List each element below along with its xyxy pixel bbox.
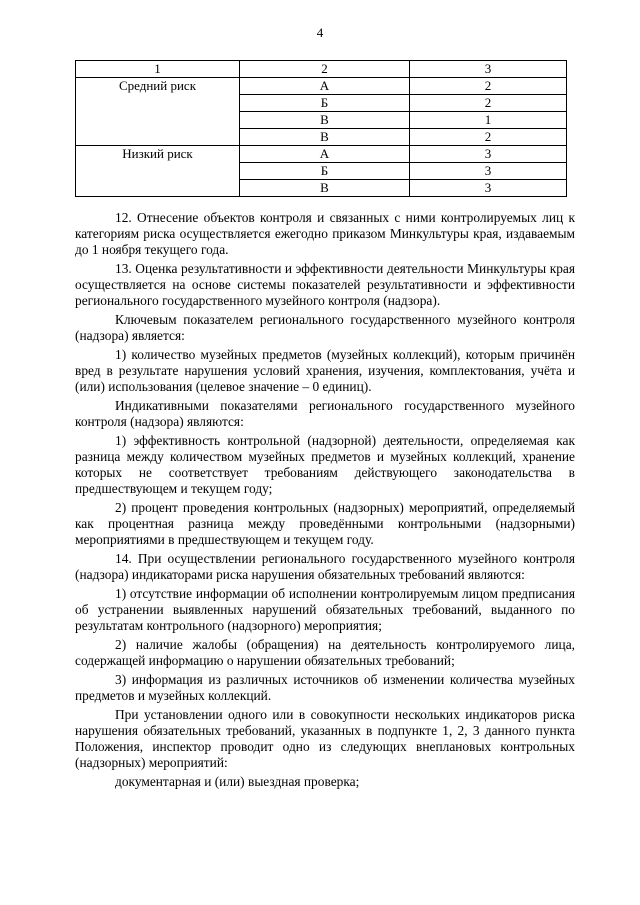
paragraph-13: 13. Оценка результативности и эффективности деятельности Минкультуры края осуществляется на основе системы показателей результативности и эффективности регионального государственного музейного контроля (надзора). xyxy=(75,261,575,308)
page-number: 4 xyxy=(316,25,324,40)
risk-category-table xyxy=(75,60,567,197)
value-cell: 2 xyxy=(410,95,567,112)
class-cell: В xyxy=(240,129,410,146)
class-cell: Б xyxy=(240,95,410,112)
risk-indicator-1: 1) отсутствие информации об исполнении контролируемым лицом предписания об устранении выявленных нарушений обязательных требований, выданного по результатам контрольного (надзорного) мероприятия; xyxy=(75,586,575,633)
table-row xyxy=(76,78,567,95)
table-row xyxy=(76,146,567,163)
key-indicator-intro: Ключевым показателем регионального государственного музейного контроля (надзора) является: xyxy=(75,312,575,343)
class-cell: Б xyxy=(240,163,410,180)
table-header-cell: 3 xyxy=(410,61,567,78)
class-cell: А xyxy=(240,146,410,163)
value-cell: 3 xyxy=(410,146,567,163)
value-cell: 2 xyxy=(410,129,567,146)
indicative-indicators-intro: Индикативными показателями регионального государственного музейного контроля (надзора) являются: xyxy=(75,398,575,429)
class-cell: В xyxy=(240,112,410,129)
paragraph-14: 14. При осуществлении регионального государственного музейного контроля (надзора) индикаторами риска нарушения обязательных требований являются: xyxy=(75,551,575,582)
indicative-item-2: 2) процент проведения контрольных (надзорных) мероприятий, определяемый как процентная разница между проведёнными контрольными (надзорными) мероприятиями в предшествующем и текущем году. xyxy=(75,500,575,547)
table-header-cell: 2 xyxy=(240,61,410,78)
table-header-row xyxy=(76,61,567,78)
inspection-type-item: документарная и (или) выездная проверка; xyxy=(115,774,360,789)
class-cell: А xyxy=(240,78,410,95)
paragraph-12: 12. Отнесение объектов контроля и связанных с ними контролируемых лиц к категориям риска осуществляется ежегодно приказом Минкультуры края, издаваемым до 1 ноября текущего года. xyxy=(75,210,575,257)
table-header-cell: 1 xyxy=(76,61,240,78)
key-indicator-item-1: 1) количество музейных предметов (музейных коллекций), которым причинён вред в результате нарушения условий хранения, изучения, комплектования, учёта и (или) использования (целевое значение – 0 единиц). xyxy=(75,347,575,394)
value-cell: 3 xyxy=(410,180,567,197)
risk-level-cell: Низкий риск xyxy=(76,146,240,197)
unscheduled-measures-paragraph: При установлении одного или в совокупности нескольких индикаторов риска нарушения обязательных требований, указанных в подпункте 1, 2, 3 данного пункта Положения, инспектор проводит одно из следующих внеплановых контрольных (надзорных) мероприятий: xyxy=(75,707,575,770)
value-cell: 3 xyxy=(410,163,567,180)
risk-indicator-2: 2) наличие жалобы (обращения) на деятельность контролируемого лица, содержащей информацию о нарушении обязательных требований; xyxy=(75,637,575,668)
risk-indicator-3: 3) информация из различных источников об изменении количества музейных предметов и музейных коллекций. xyxy=(75,672,575,703)
risk-level-cell: Средний риск xyxy=(76,78,240,146)
document-body xyxy=(75,210,575,790)
value-cell: 1 xyxy=(410,112,567,129)
class-cell: В xyxy=(240,180,410,197)
indicative-item-1: 1) эффективность контрольной (надзорной) деятельности, определяемая как разница между количеством музейных предметов и музейных коллекций, хранение которых не соответствует требованиям действующего законодательства в предшествующем и текущем году; xyxy=(75,433,575,496)
value-cell: 2 xyxy=(410,78,567,95)
